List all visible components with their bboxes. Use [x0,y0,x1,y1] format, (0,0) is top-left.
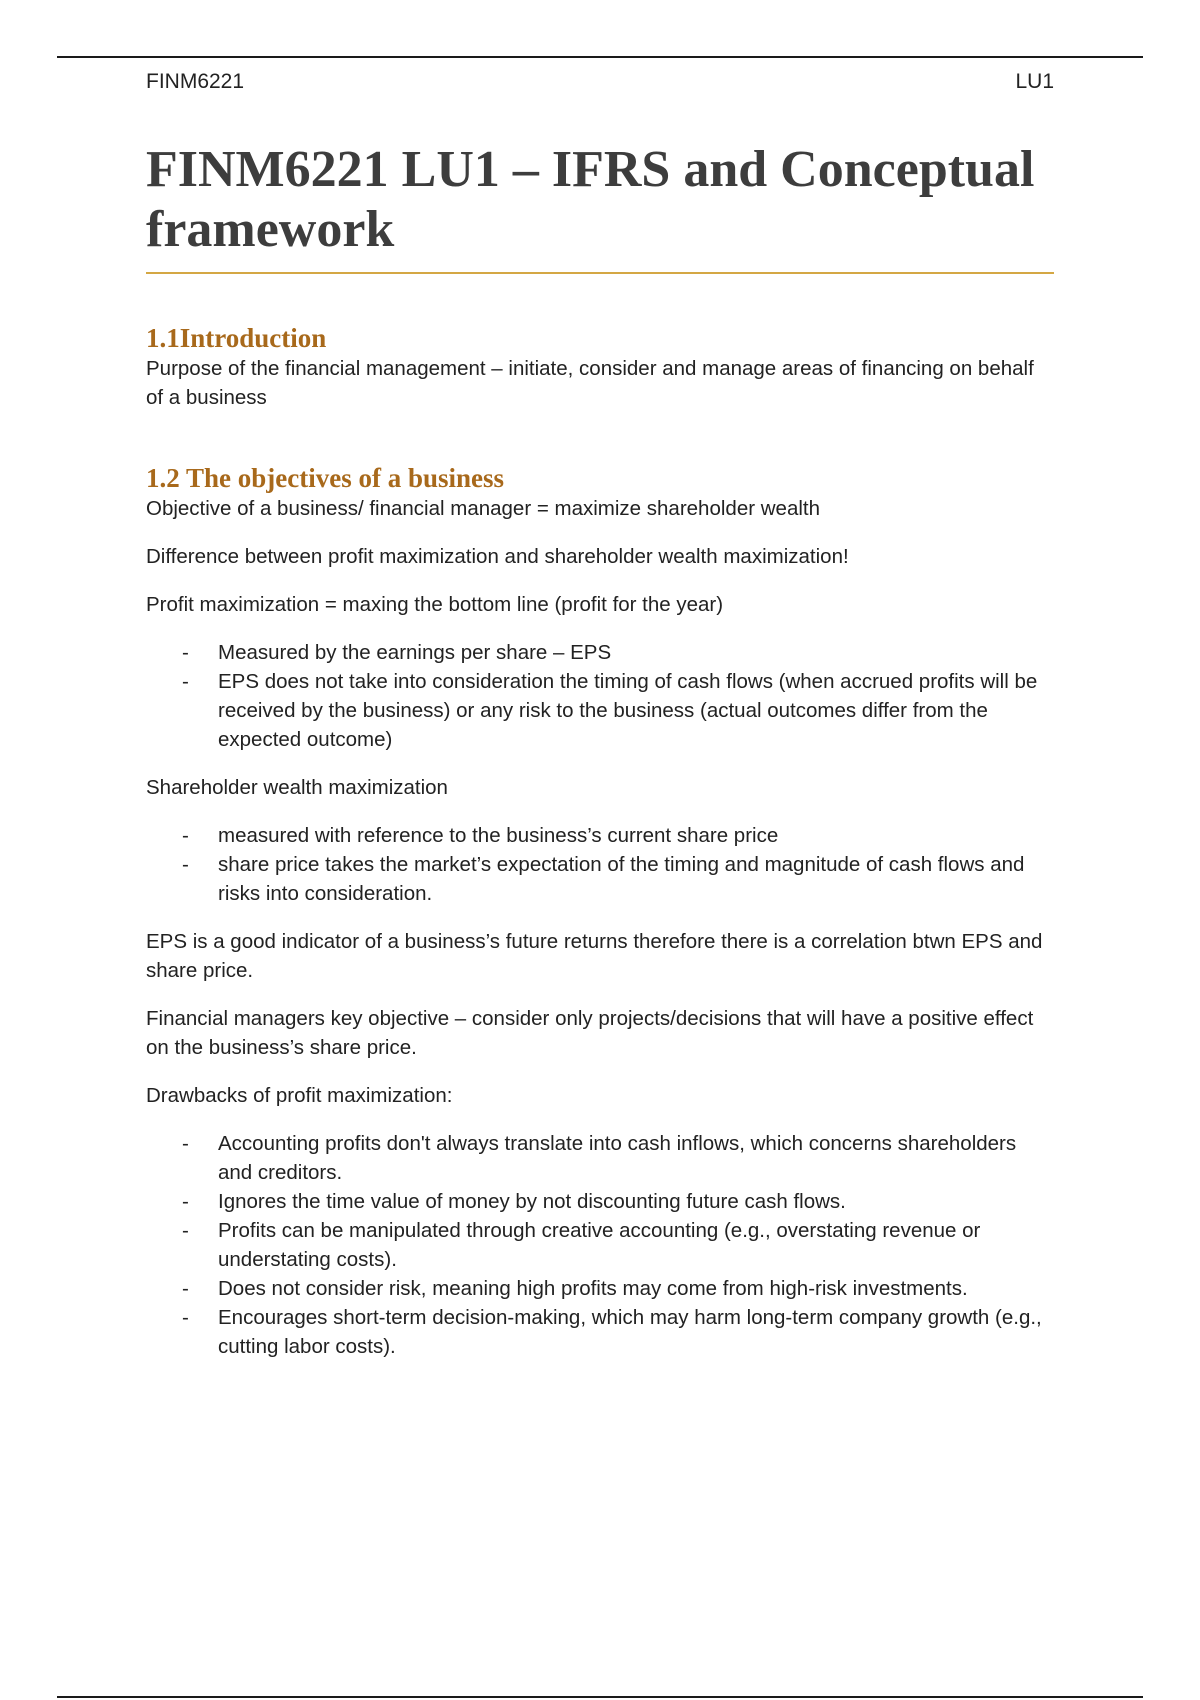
list-profit-maximization [146,638,1054,754]
list-drawbacks [146,1129,1054,1361]
paragraph-difference: Difference between profit maximization and shareholder wealth maximization! [146,545,849,568]
page-bottom-rule [57,1696,1143,1698]
list-item-text: share price takes the market’s expectation of the timing and magnitude of cash flows and risks into consideration. [218,853,1025,905]
bullet-dash: - [182,1190,189,1213]
section-heading-objectives: 1.2 The objectives of a business [146,463,505,493]
list-item-text: Ignores the time value of money by not discounting future cash flows. [218,1190,846,1213]
bullet-dash: - [182,824,189,847]
paragraph-profit-maximization: Profit maximization = maxing the bottom line (profit for the year) [146,593,724,616]
paragraph-eps-indicator: EPS is a good indicator of a business’s future returns therefore there is a correlation btwn EPS and share price. [146,930,1043,982]
list-item [146,1216,1054,1274]
list-item [146,1129,1054,1187]
list-item-text: measured with reference to the business’s current share price [218,824,779,847]
bullet-dash: - [182,853,189,876]
bullet-dash: - [182,1277,189,1300]
header-unit: LU1 [1015,70,1054,93]
document-body [146,140,1054,1380]
list-item [146,1303,1054,1361]
list-item-text: Accounting profits don't always translate into cash inflows, which concerns shareholders and creditors. [218,1132,1017,1184]
bullet-dash: - [182,1219,189,1242]
bullet-dash: - [182,641,189,664]
paragraph-objective: Objective of a business/ financial manager = maximize shareholder wealth [146,497,820,520]
paragraph-key-objective: Financial managers key objective – consider only projects/decisions that will have a positive effect on the business’s share price. [146,1007,1034,1059]
list-item [146,667,1054,754]
paragraph-drawbacks: Drawbacks of profit maximization: [146,1084,453,1107]
intro-paragraph: Purpose of the financial management – initiate, consider and manage areas of financing on behalf of a business [146,357,1034,409]
page-header [146,70,1054,94]
list-item-text: Encourages short-term decision-making, which may harm long-term company growth (e.g., cutting labor costs). [218,1306,1042,1358]
list-item [146,850,1054,908]
list-item [146,821,1054,850]
list-item-text: Measured by the earnings per share – EPS [218,641,612,664]
bullet-dash: - [182,1132,189,1155]
list-shareholder-wealth [146,821,1054,908]
section-heading-introduction: 1.1Introduction [146,323,327,353]
header-course-code: FINM6221 [146,70,245,93]
page-top-rule [57,56,1143,58]
list-item [146,1274,1054,1303]
bullet-dash: - [182,1306,189,1329]
document-title: FINM6221 LU1 – IFRS and Conceptual framework [146,140,1054,274]
list-item-text: Does not consider risk, meaning high profits may come from high-risk investments. [218,1277,968,1300]
list-item [146,1187,1054,1216]
paragraph-shareholder-wealth: Shareholder wealth maximization [146,776,448,799]
list-item-text: Profits can be manipulated through creative accounting (e.g., overstating revenue or understating costs). [218,1219,981,1271]
bullet-dash: - [182,670,189,693]
list-item [146,638,1054,667]
list-item-text: EPS does not take into consideration the timing of cash flows (when accrued profits will be received by the business) or any risk to the business (actual outcomes differ from the expected outcome) [218,670,1038,751]
